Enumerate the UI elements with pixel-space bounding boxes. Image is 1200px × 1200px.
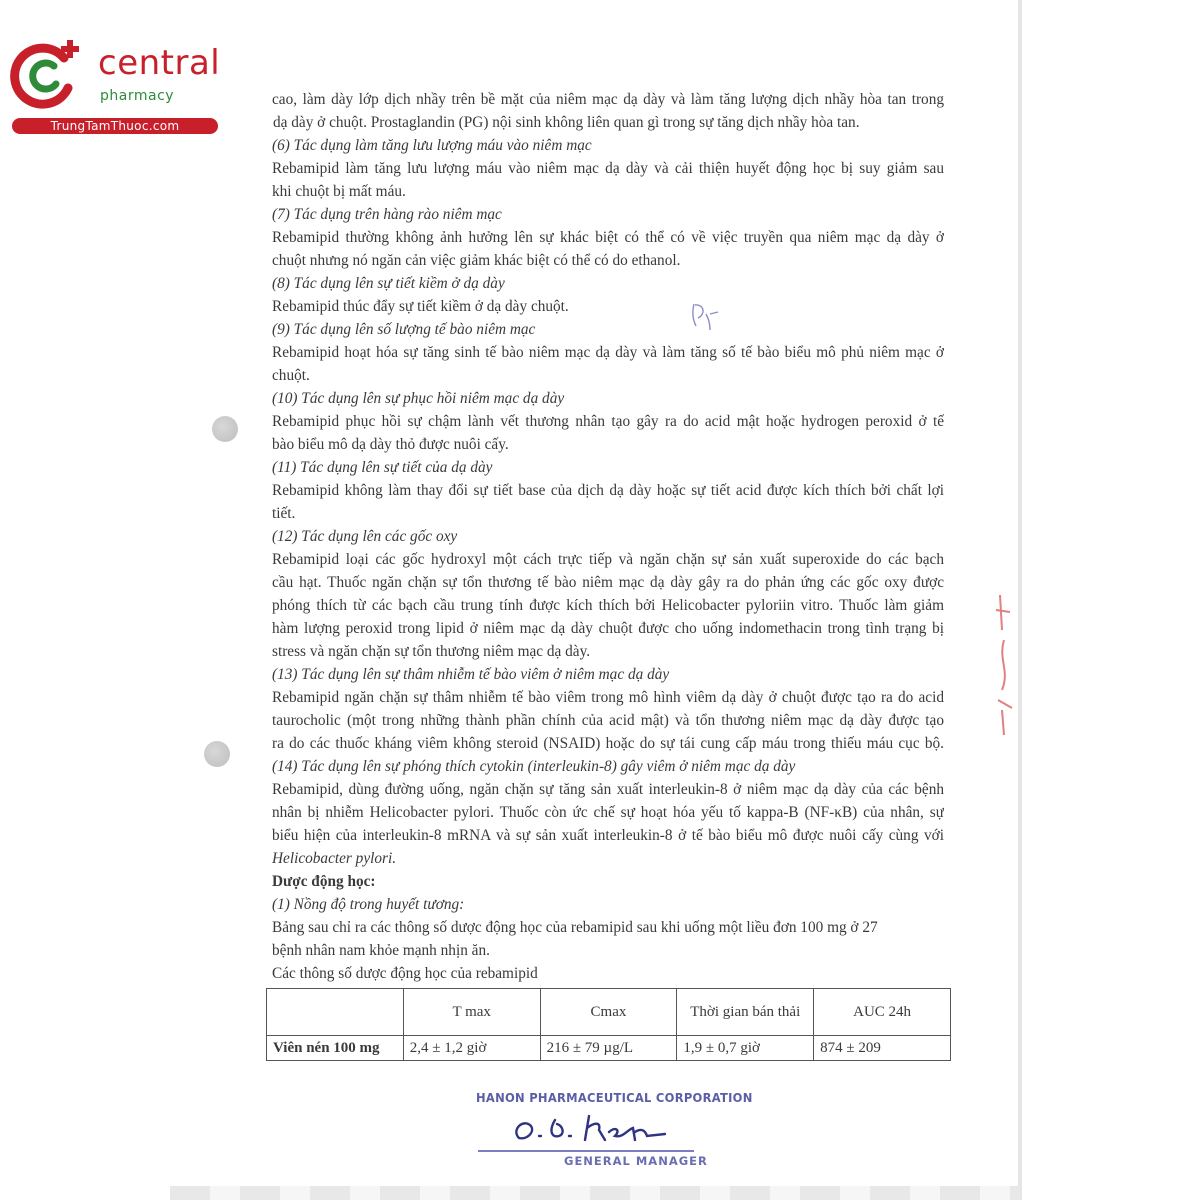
paragraph-line: ra do các thuốc kháng viêm không steroid (NSAID) hoặc do sự tái cung cấp máu trong thiếu máu cục bộ. <box>272 735 944 752</box>
section-heading: (10) Tác dụng lên sự phục hồi niêm mạc dạ dày <box>272 390 565 407</box>
paragraph-line: Rebamipid thường không ảnh hưởng lên sự khác biệt có thể có về việc truyền qua niêm mạc dạ dày ở <box>272 229 944 246</box>
company-stamp: HANON PHARMACEUTICAL CORPORATION <box>476 1090 753 1105</box>
pharmacokinetic-table <box>266 988 951 1061</box>
section-heading: (14) Tác dụng lên sự phóng thích cytokin (interleukin-8) gây viêm ở niêm mạc dạ dày <box>272 758 796 775</box>
subsection-title: Dược động học: <box>272 873 376 890</box>
paragraph-line: dạ dày ở chuột. Prostaglandin (PG) nội sinh không liên quan gì trong sự tăng dịch nhầy hòa tan. <box>273 114 860 131</box>
paragraph-line: nhân bị nhiễm Helicobacter pylori. Thuốc còn ức chế sự hoạt hóa yếu tố kappa-B (NF-κB) của nhân, sự <box>272 804 944 821</box>
section-heading: (12) Tác dụng lên các gốc oxy <box>272 528 458 545</box>
paragraph-line: phóng thích từ các bạch cầu trung tính được kích thích bởi Helicobacter pyloriin vitro. Thuốc làm giảm <box>272 597 944 614</box>
table-header-cell: T max <box>403 989 540 1036</box>
paragraph-line: cầu hạt. Thuốc ngăn chặn sự tổn thương tế bào niêm mạc dạ dày gây ra do phản ứng các gốc oxy được <box>272 574 944 591</box>
logo-brand-name: central <box>98 43 221 83</box>
table-row <box>267 1036 951 1061</box>
table-cell: 874 ± 209 <box>814 1036 951 1061</box>
paragraph-line: tiết. <box>272 505 296 522</box>
paragraph-line: khi chuột bị mất máu. <box>272 183 406 200</box>
paragraph-line: Rebamipid ngăn chặn sự thâm nhiễm tế bào viêm trong mô hình viêm dạ dày ở chuột được tạo ra do acid <box>272 689 944 706</box>
paragraph-line: bệnh nhân nam khỏe mạnh nhịn ăn. <box>272 942 490 959</box>
paragraph-line: cao, làm dày lớp dịch nhầy trên bề mặt của niêm mạc dạ dày và làm tăng lượng dịch nhầy hòa tan trong <box>272 91 944 108</box>
paragraph-line: Rebamipid thúc đẩy sự tiết kiềm ở dạ dày chuột. <box>272 298 569 315</box>
paragraph-line: Rebamipid phục hồi sự chậm lành vết thương nhân tạo gây ra do acid mật hoặc hydrogen peroxid ở tế <box>272 413 944 430</box>
document-body <box>272 88 944 985</box>
paragraph-line: stress và ngăn chặn sự tổn thương niêm mạc dạ dày. <box>272 643 591 660</box>
section-heading: (7) Tác dụng trên hàng rào niêm mạc <box>272 206 502 223</box>
table-cell: Viên nén 100 mg <box>267 1036 404 1061</box>
paragraph-line: taurocholic (một trong những thành phần chính của acid mật) và tổn thương niêm mạc dạ dày được tạo <box>272 712 944 729</box>
punch-hole <box>204 741 230 767</box>
paragraph-line: biểu hiện của interleukin-8 mRNA và sự sản xuất interleukin-8 ở tế bào biểu mô được nuôi cấy cùng với <box>272 827 944 844</box>
paragraph-line: chuột. <box>272 367 310 384</box>
section-heading: Helicobacter pylori. <box>272 850 397 867</box>
paragraph-line: Rebamipid loại các gốc hydroxyl một cách trực tiếp và ngăn chặn sự sản xuất superoxide do các bạch <box>272 551 944 568</box>
table-cell: 1,9 ± 0,7 giờ <box>677 1036 814 1061</box>
paragraph-line: Rebamipid làm tăng lưu lượng máu vào niêm mạc dạ dày và cải thiện huyết động học bị suy giảm sau <box>272 160 944 177</box>
section-heading: (6) Tác dụng làm tăng lưu lượng máu vào niêm mạc <box>272 137 592 154</box>
section-heading: (11) Tác dụng lên sự tiết của dạ dày <box>272 459 493 476</box>
logo-subtitle: pharmacy <box>100 88 175 104</box>
punch-hole <box>212 416 238 442</box>
section-heading: (1) Nồng độ trong huyết tương: <box>272 896 465 913</box>
paragraph-line: Rebamipid, dùng đường uống, ngăn chặn sự tăng sản xuất interleukin-8 ở niêm mạc dạ dày của các bệnh <box>272 781 944 798</box>
table-cell: 2,4 ± 1,2 giờ <box>403 1036 540 1061</box>
table-header-cell: Cmax <box>540 989 677 1036</box>
section-heading: (8) Tác dụng lên sự tiết kiềm ở dạ dày <box>272 275 505 292</box>
signatory-title: GENERAL MANAGER <box>564 1154 708 1168</box>
paragraph-line: Rebamipid hoạt hóa sự tăng sinh tế bào niêm mạc dạ dày và làm tăng số tế bào biểu mô phủ niêm mạc ở <box>272 344 944 361</box>
signature <box>505 1108 675 1148</box>
table-header-cell: Thời gian bán thải <box>677 989 814 1036</box>
paragraph-line: hàm lượng peroxid trong lipid ở niêm mạc dạ dày chuột được cho uống indomethacin trong tình trạng bị <box>272 620 944 637</box>
paragraph-line: chuột nhưng nó ngăn cản việc giảm khác biệt có thể có do ethanol. <box>272 252 681 269</box>
table-cell: 216 ± 79 µg/L <box>540 1036 677 1061</box>
paragraph-line: Bảng sau chỉ ra các thông số dược động học của rebamipid sau khi uống một liều đơn 100 mg ở 27 <box>272 919 878 936</box>
table-header-row <box>267 989 951 1036</box>
table-header-cell: AUC 24h <box>814 989 951 1036</box>
section-heading: (9) Tác dụng lên số lượng tế bào niêm mạc <box>272 321 536 338</box>
scan-bottom-strip <box>170 1186 1020 1200</box>
pharmacy-logo-icon <box>10 38 82 110</box>
section-heading: (13) Tác dụng lên sự thâm nhiễm tế bào viêm ở niêm mạc dạ dày <box>272 666 670 683</box>
paragraph-line: bào biểu mô dạ dày thỏ được nuôi cấy. <box>272 436 509 453</box>
paragraph-line: Rebamipid không làm thay đổi sự tiết base của dịch dạ dày hoặc sự tiết acid được kích thích bởi chất lợi <box>272 482 944 499</box>
paragraph-line: Các thông số dược động học của rebamipid <box>272 965 538 982</box>
brand-logo[interactable] <box>10 38 221 138</box>
logo-site-badge: TrungTamThuoc.com <box>12 118 218 134</box>
signature-line <box>478 1150 694 1152</box>
margin-red-mark <box>990 590 1020 740</box>
table-header-cell <box>267 989 404 1036</box>
